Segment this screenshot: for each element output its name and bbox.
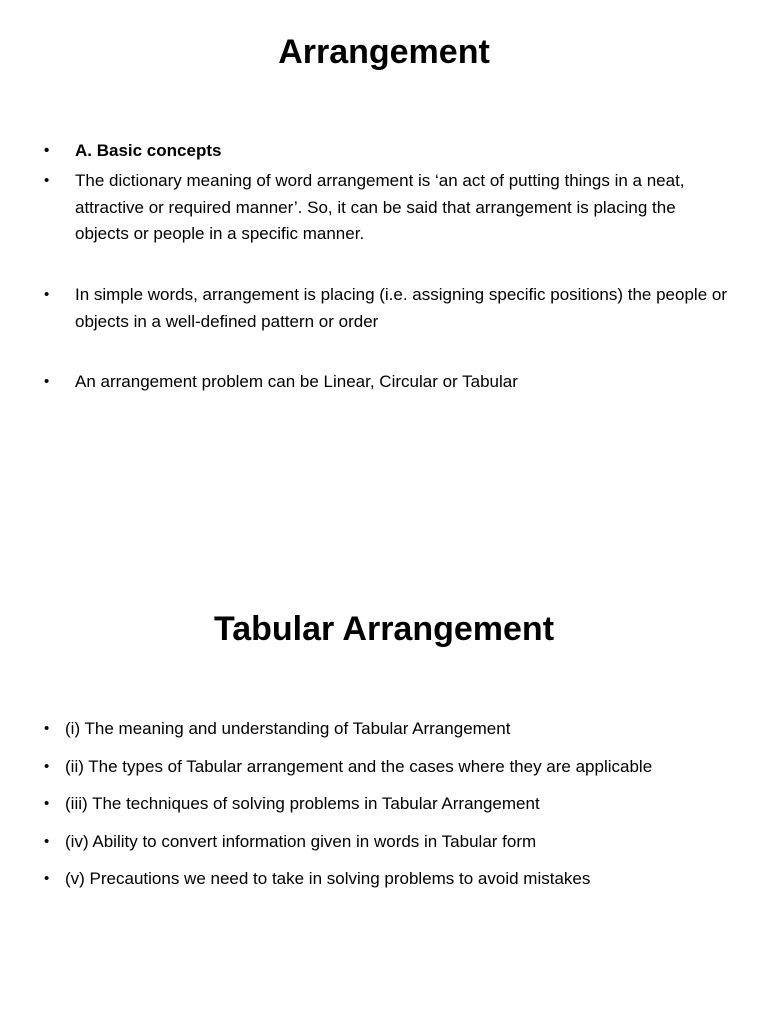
bullet-text: (i) The meaning and understanding of Tabular Arrangement: [65, 719, 511, 738]
bullet-item-convert: [40, 829, 730, 867]
bullet-text: (iv) Ability to convert information given in words in Tabular form: [65, 831, 537, 851]
bullet-text: (iii) The techniques of solving problems in Tabular Arrangement: [65, 794, 540, 814]
bullet-item-precautions: [40, 866, 730, 904]
bullet-icon: •: [44, 373, 50, 390]
bullet-item-problem-types: [40, 369, 730, 399]
bullet-text: (v) Precautions we need to take in solving problems to avoid mistakes: [65, 869, 591, 889]
slide-tabular-arrangement: [0, 512, 768, 1024]
bullet-icon: •: [44, 720, 50, 737]
bullet-text: The dictionary meaning of word arrangement is ‘an act of putting things in a neat, attractive or required manner’. So, it can be said that arrangement is placing the objects or people in a specific manner.: [75, 171, 685, 243]
bullet-item-types: [40, 754, 730, 792]
bullet-item-techniques: [40, 791, 730, 829]
bullet-icon: •: [44, 795, 50, 813]
bullet-text: (ii) The types of Tabular arrangement and the cases where they are applicable: [65, 756, 653, 776]
bullet-icon: •: [44, 286, 50, 303]
bullet-text: A. Basic concepts: [75, 141, 222, 160]
bullet-item-meaning: [40, 716, 730, 754]
bullet-icon: •: [44, 870, 50, 888]
bullet-item-basic-concepts: [40, 138, 730, 168]
bullet-icon: •: [44, 172, 50, 189]
slide-title: Tabular Arrangement: [213, 610, 555, 648]
bullet-text: In simple words, arrangement is placing (i.e. assigning specific positions) the people or objects in a well-defined pattern or order: [75, 285, 727, 331]
slide-title: Arrangement: [278, 33, 490, 71]
bullet-list: [40, 716, 730, 904]
bullet-icon: •: [44, 832, 50, 850]
bullet-item-simple-words: [40, 282, 730, 369]
bullet-item-dictionary-meaning: [40, 168, 730, 282]
bullet-icon: •: [44, 757, 50, 775]
bullet-text: An arrangement problem can be Linear, Circular or Tabular: [75, 372, 518, 391]
bullet-icon: •: [44, 142, 50, 159]
bullet-list: [40, 138, 730, 399]
